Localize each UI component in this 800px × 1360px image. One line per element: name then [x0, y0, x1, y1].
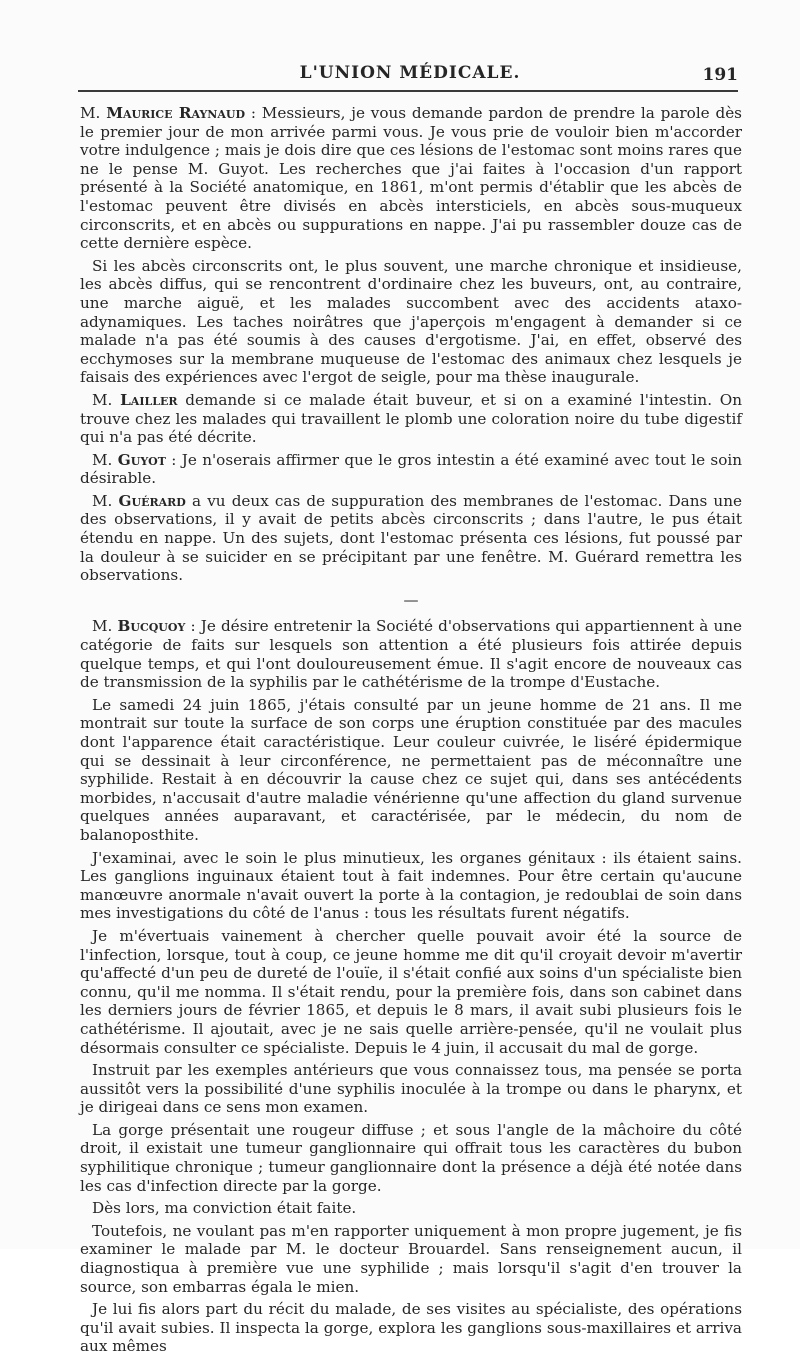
speaker-prefix: M.: [92, 617, 118, 636]
paragraph-text: demande si ce malade était buveur, et si on a examiné l'intestin. On trouve chez les malades qui travaillent le plomb une coloration noire du tube digestif qui n'a pas été décrite.: [80, 390, 742, 447]
section-separator: —: [403, 590, 419, 609]
body-text: [80, 104, 742, 1360]
paragraph-text: : Je désire entretenir la Société d'observations qui appartiennent à une catégorie de faits sur lesquels son attention a été plusieurs fois attirée depuis quelque temps, et qui l'ont douloureusement émue. Il s'agit encore de nouveaux cas de transmission de la syphilis par le cathétérisme de la trompe d'Eustache.: [80, 617, 742, 692]
paragraph-text: Dès lors, ma conviction était faite.: [92, 1199, 357, 1218]
speaker-name: Maurice Raynaud: [106, 104, 246, 122]
paragraph-text: Instruit par les exemples antérieurs que vous connaissez tous, ma pensée se porta aussitôt vers la possibilité d'une syphilis inoculée à la trompe ou dans le pharynx, et je dirigeai dans ce sens mon examen.: [80, 1061, 742, 1117]
paragraph-text: : Messieurs, je vous demande pardon de prendre la parole dès le premier jour de mon arrivée parmi vous. Je vous prie de vouloir bien m'accorder votre indulgence ; mais je dois dire que ces lésions de l'estomac sont moins rares que ne le pense M. Guyot. Les recherches que j'ai faites à l'occasion d'un rapport présenté à la Société anatomique, en 1861, m'ont permis d'établir que les abcès de l'estomac peuvent être divisés en abcès intersticiels, en abcès sous-muqueux circonscrits, et en abcès ou suppurations en nappe. J'ai pu rassembler douze cas de cette dernière espèce.: [80, 104, 742, 253]
speaker-prefix: M.: [80, 104, 107, 122]
paragraph-guyot: [80, 451, 742, 488]
page-number: 191: [702, 65, 738, 85]
paragraph-text: Je m'évertuais vainement à chercher quelle pouvait avoir été la source de l'infection, lorsque, tout à coup, ce jeune homme me dit qu'il croyait devoir m'avertir qu'affecté d'un peu de dureté de l'ouïe, il s'était confié aux soins d'un spécialiste bien connu, qu'il me nomma. Il s'était rendu, pour la première fois, dans son cabinet dans les derniers jours de février 1865, et depuis le 8 mars, il avait subi plusieurs fois le cathétérisme. Il ajoutait, avec je ne sais quelle arrière-pensée, qu'il ne voulait plus désormais consulter ce spécialiste. Depuis le 4 juin, il accusait du mal de gorge.: [80, 926, 742, 1057]
speaker-name: Guyot: [117, 450, 166, 469]
paragraph-text: Je lui fis alors part du récit du malade, de ses visites au spécialiste, des opérations qu'il avait subies. Il inspecta la gorge, explora les ganglions sous-maxillaires et arriva aux mêmes: [80, 1300, 742, 1356]
running-title: L'UNION MÉDICALE.: [299, 63, 521, 83]
page-header: [78, 62, 742, 86]
speaker-name: Lailler: [120, 390, 178, 409]
paragraph: [80, 849, 742, 923]
speaker-name: Bucquoy: [117, 617, 186, 636]
paragraph: [80, 1222, 742, 1296]
speaker-prefix: M.: [92, 491, 119, 510]
paragraph-raynaud: [80, 104, 742, 253]
paragraph-text: Toutefois, ne voulant pas m'en rapporter uniquement à mon propre jugement, je fis examiner le malade par M. le docteur Brouardel. Sans renseignement aucun, il diagnostiqua à première vue une syphilide ; mais lorsqu'il s'agit d'en trouver la source, son embarras égala le mien.: [80, 1221, 742, 1296]
paragraph: [80, 1061, 742, 1117]
paragraph-text: Le samedi 24 juin 1865, j'étais consulté par un jeune homme de 21 ans. Il me montrait sur toute la surface de son corps une éruption constituée par des macules dont l'apparence était caractéristique. Leur couleur cuivrée, le liséré épidermique qui se dessinait à leur circonférence, ne permettaient pas de méconnaître une syphilide. Restait à en découvrir la cause chez ce sujet qui, dans ses antécédents morbides, n'accusait d'autre maladie vénérienne qu'une affection du gland survenue quelques années auparavant, et caractérisée, par le médecin, du nom de balanoposthite.: [80, 695, 742, 844]
paragraph-guerard: [80, 492, 742, 585]
paragraph: [80, 1300, 742, 1356]
paragraph-text: J'examinai, avec le soin le plus minutieux, les organes génitaux : ils étaient sains. Les ganglions inguinaux étaient tout à fait indemnes. Pour être certain qu'aucune manœuvre anormale n'avait ouvert la porte à la contagion, je redoublai de soin dans mes investigations du côté de l'anus : tous les résultats furent négatifs.: [80, 848, 742, 923]
paragraph: [80, 1121, 742, 1195]
paragraph-lailler: [80, 391, 742, 447]
paragraph-text: La gorge présentait une rougeur diffuse ; et sous l'angle de la mâchoire du côté droit, il existait une tumeur ganglionnaire qui offrait tous les caractères du bubon syphilitique chronique ; tumeur ganglionnaire dont la présence a déjà été notée dans les cas d'infection directe par la gorge.: [80, 1120, 742, 1195]
paragraph: [80, 696, 742, 845]
paragraph-bucquoy: [80, 617, 742, 691]
paragraph-text: a vu deux cas de suppuration des membranes de l'estomac. Dans une des observations, il y avait de petits abcès circonscrits ; dans l'autre, le pus était étendu en nappe. Un des sujets, dont l'estomac présenta ces lésions, fut poussé par la douleur à se suicider en se précipitant par une fenêtre. M. Guérard remettra les observations.: [80, 491, 742, 585]
header-rule: [78, 90, 738, 92]
speaker-name: Guérard: [118, 491, 186, 510]
speaker-prefix: M.: [92, 390, 121, 409]
speaker-prefix: M.: [92, 450, 118, 469]
paragraph: [80, 927, 742, 1057]
paragraph-text: Si les abcès circonscrits ont, le plus souvent, une marche chronique et insidieuse, les abcès diffus, qui se rencontrent d'ordinaire chez les buveurs, ont, au contraire, une marche aiguë, et les malades succombent avec des accidents ataxo-adynamiques. Les taches noirâtres que j'aperçois m'engagent à demander si ce malade n'a pas été soumis à des causes d'ergotisme. J'ai, en effet, observé des ecchymoses sur la membrane muqueuse de l'estomac des animaux chez lesquels je faisais des expériences avec l'ergot de seigle, pour ma thèse inaugurale.: [80, 256, 742, 387]
paragraph-text: : Je n'oserais affirmer que le gros intestin a été examiné avec tout le soin désirable.: [80, 450, 742, 488]
paragraph: [80, 1199, 742, 1218]
paragraph: [80, 257, 742, 387]
